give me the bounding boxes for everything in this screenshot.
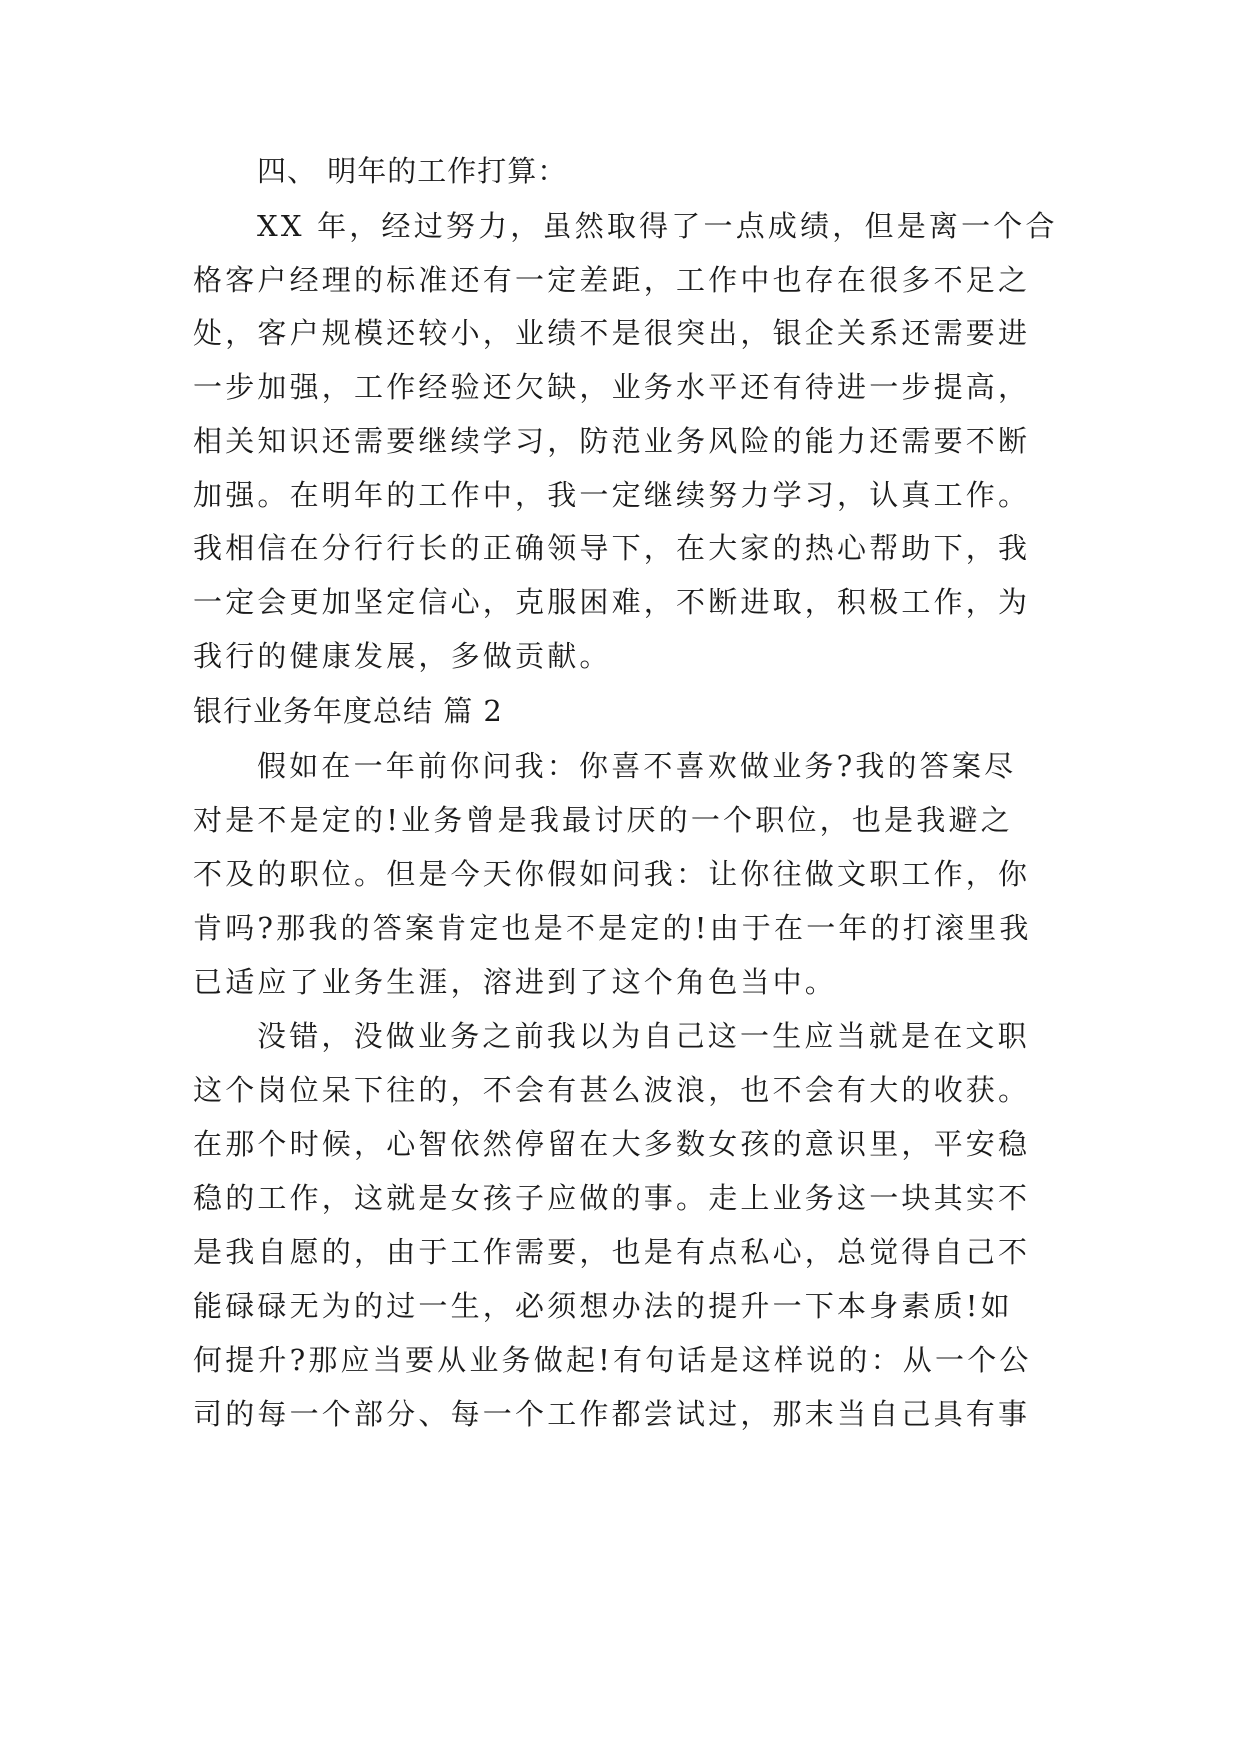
section-heading: 四、 明年的工作打算： [257,154,568,188]
paragraph-line: 加强。在明年的工作中，我一定继续努力学习，认真工作。 [193,478,1031,512]
paragraph-line: 已适应了业务生涯，溶进到了这个角色当中。 [193,965,838,999]
paragraph-line: 格客户经理的标准还有一定差距，工作中也存在很多不足之 [193,263,1031,297]
paragraph-line: 假如在一年前你问我：你喜不喜欢做业务?我的答案尽 [257,749,1017,783]
paragraph-line: 何提升?那应当要从业务做起!有句话是这样说的：从一个公 [193,1343,1032,1377]
article-title: 银行业务年度总结 篇 2 [193,694,503,728]
paragraph-line: 稳的工作，这就是女孩子应做的事。走上业务这一块其实不 [193,1181,1031,1215]
paragraph-line: 处，客户规模还较小，业绩不是很突出，银企关系还需要进 [193,316,1031,350]
paragraph-line: 没错，没做业务之前我以为自己这一生应当就是在文职 [257,1019,1030,1053]
paragraph-line: 能碌碌无为的过一生，必须想办法的提升一下本身素质!如 [193,1289,1013,1323]
paragraph-line: 一步加强，工作经验还欠缺，业务水平还有待进一步提高， [193,370,1031,404]
paragraph-line: 肯吗?那我的答案肯定也是不是定的!由于在一年的打滚里我 [193,911,1032,945]
paragraph-line: 司的每一个部分、每一个工作都尝试过，那末当自己具有事 [193,1397,1031,1431]
paragraph-line: 在那个时候，心智依然停留在大多数女孩的意识里，平安稳 [193,1127,1031,1161]
paragraph-line: XX 年，经过努力，虽然取得了一点成绩，但是离一个合 [257,209,1058,243]
paragraph-line: 是我自愿的，由于工作需要，也是有点私心，总觉得自己不 [193,1235,1031,1269]
paragraph-line: 我行的健康发展，多做贡献。 [193,639,612,673]
paragraph-line: 这个岗位呆下往的，不会有甚么波浪，也不会有大的收获。 [193,1073,1031,1107]
paragraph-line: 相关知识还需要继续学习，防范业务风险的能力还需要不断 [193,424,1031,458]
paragraph-line: 不及的职位。但是今天你假如问我：让你往做文职工作，你 [193,857,1031,891]
paragraph-line: 对是不是定的!业务曾是我最讨厌的一个职位，也是我避之 [193,803,1013,837]
paragraph-line: 我相信在分行行长的正确领导下，在大家的热心帮助下，我 [193,531,1031,565]
paragraph-line: 一定会更加坚定信心，克服困难，不断进取，积极工作，为 [193,585,1031,619]
